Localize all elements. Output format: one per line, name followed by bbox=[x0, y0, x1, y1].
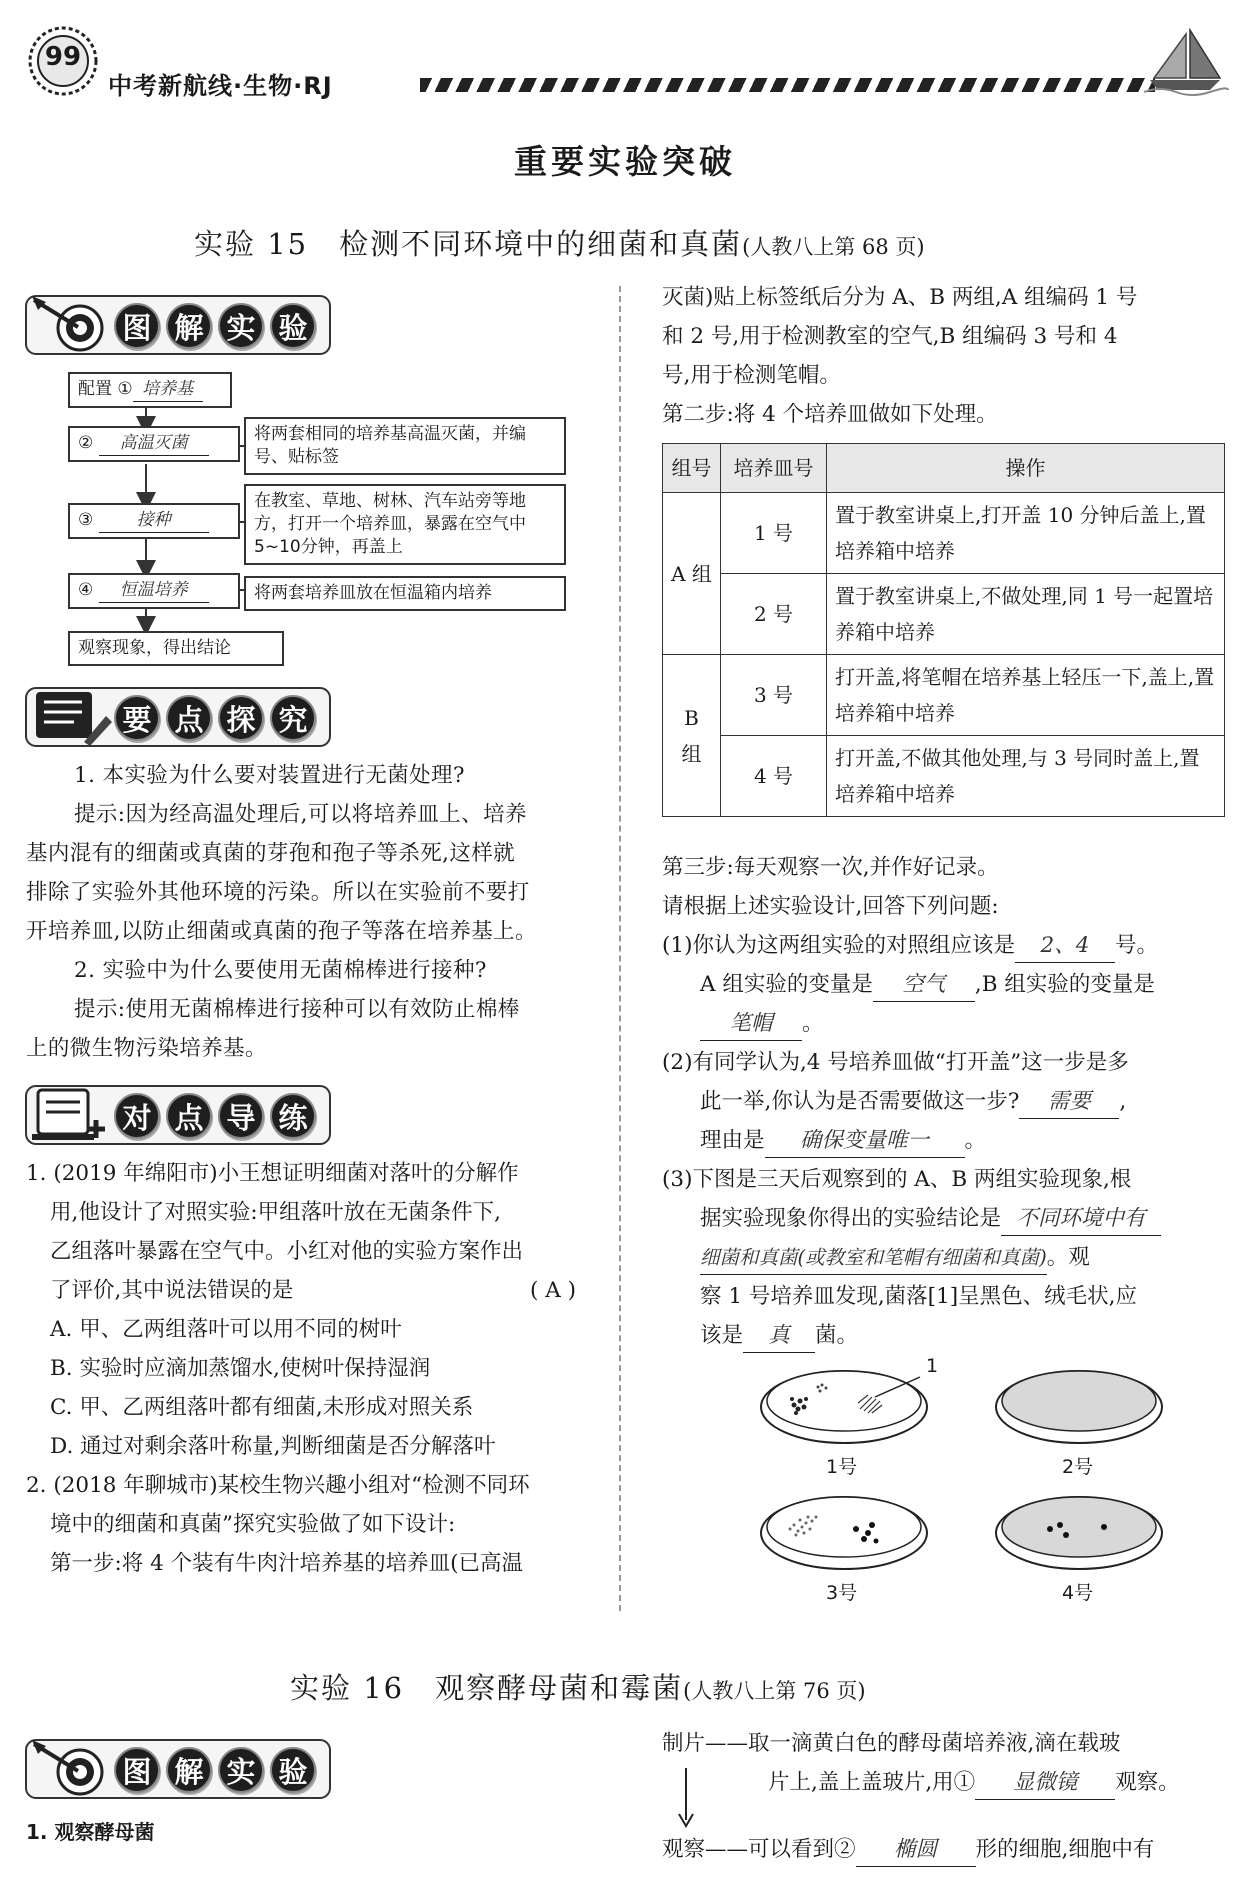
key-point-answer-2-line: 提示:使用无菌棉棒进行接种可以有效防止棉棒 bbox=[74, 997, 520, 1022]
answer-conclusion: 不同环境中有 bbox=[1001, 1203, 1161, 1236]
table-header: 操作 bbox=[827, 444, 1225, 493]
key-point-answer-1-line: 提示:因为经高温处理后,可以将培养皿上、培养 bbox=[74, 802, 527, 827]
question-text: A 组实验的变量是 bbox=[700, 972, 873, 997]
answer-microscope: 显微镜 bbox=[975, 1767, 1115, 1800]
instruction-text: 形的细胞,细胞中有 bbox=[975, 1837, 1155, 1862]
right-text-line: 灭菌)贴上标签纸后分为 A、B 两组,A 组编码 1 号 bbox=[662, 285, 1138, 310]
down-arrow-icon bbox=[676, 1768, 696, 1828]
experiment-table bbox=[662, 443, 1225, 817]
section-diagram-badge-2 bbox=[24, 1734, 334, 1804]
right-text-line: 号,用于检测笔帽。 bbox=[662, 363, 841, 388]
instruction-text: 观察。 bbox=[1115, 1770, 1180, 1795]
experiment-15-title bbox=[194, 222, 925, 263]
experiment-15-name: 实验 15 检测不同环境中的细菌和真菌 bbox=[194, 227, 743, 261]
question-text: 此一举,你认为是否需要做这一步? bbox=[700, 1089, 1020, 1114]
experiment-15-reference: (人教八上第 68 页) bbox=[742, 235, 925, 259]
column-divider bbox=[619, 286, 621, 1611]
badge-char: 究 bbox=[270, 695, 316, 741]
badge-char: 点 bbox=[166, 695, 212, 741]
question-text: 该是 bbox=[700, 1323, 744, 1348]
main-title: 重要实验突破 bbox=[514, 142, 736, 181]
petri-dish-4 bbox=[996, 1497, 1162, 1569]
dish-label: 3号 bbox=[826, 1582, 858, 1604]
make-slide-line-2 bbox=[768, 1767, 1180, 1800]
step-three-text: 第三步:每天观察一次,并作好记录。 bbox=[662, 855, 999, 880]
section-key-points-badge bbox=[24, 682, 334, 752]
flow-step-5: 观察现象，得出结论 bbox=[68, 631, 284, 666]
table-row bbox=[663, 493, 1225, 574]
table-header: 培养皿号 bbox=[721, 444, 827, 493]
make-slide-line-1: 制片——取一滴黄白色的酵母菌培养液,滴在载玻 bbox=[662, 1731, 1121, 1756]
question-text: 号。 bbox=[1114, 933, 1158, 958]
petri-dish-2 bbox=[996, 1371, 1162, 1443]
badge-char: 验 bbox=[270, 303, 316, 349]
flow-note-2: 将两套相同的培养基高温灭菌，并编号、贴标签 bbox=[244, 417, 566, 475]
key-point-answer-1-line: 基内混有的细菌或真菌的芽孢和孢子等杀死,这样就 bbox=[26, 841, 516, 866]
badge-char: 实 bbox=[218, 303, 264, 349]
practice-q1-answer: ( A ) bbox=[530, 1278, 576, 1303]
experiment-16-title bbox=[290, 1666, 866, 1707]
question-1-line-3 bbox=[700, 1008, 824, 1041]
step-two-text: 第二步:将 4 个培养皿做如下处理。 bbox=[662, 402, 998, 427]
question-text: 。 bbox=[802, 1011, 824, 1036]
question-text: 据实验现象你得出的实验结论是 bbox=[700, 1206, 1002, 1231]
question-3-line-1: (3)下图是三天后观察到的 A、B 两组实验现象,根 bbox=[662, 1167, 1132, 1192]
key-point-answer-1-line: 排除了实验外其他环境的污染。所以在实验前不要打 bbox=[26, 880, 530, 905]
petri-dish-3 bbox=[761, 1497, 927, 1569]
flow-step-4-answer: 恒温培养 bbox=[99, 579, 209, 603]
answer-oval: 椭圆 bbox=[856, 1834, 976, 1867]
experiment-16-reference: (人教八上第 76 页) bbox=[683, 1679, 866, 1703]
badge-char: 导 bbox=[218, 1093, 264, 1139]
question-3-line-4: 察 1 号培养皿发现,菌落[1]呈黑色、绒毛状,应 bbox=[700, 1284, 1137, 1309]
practice-q1-line: 乙组落叶暴露在空气中。小红对他的实验方案作出 bbox=[50, 1239, 524, 1264]
instruction-text: 观察——可以看到② bbox=[662, 1837, 856, 1862]
table-row bbox=[663, 655, 1225, 736]
book-title: 中考新航线·生物·RJ bbox=[108, 72, 333, 100]
operation-cell: 置于教室讲桌上,打开盖 10 分钟后盖上,置培养箱中培养 bbox=[827, 493, 1225, 574]
operation-cell: 置于教室讲桌上,不做处理,同 1 号一起置培养箱中培养 bbox=[827, 574, 1225, 655]
badge-char: 验 bbox=[270, 1747, 316, 1793]
question-text: , bbox=[1119, 1089, 1127, 1114]
header-divider bbox=[420, 78, 1155, 92]
group-a-cell: A 组 bbox=[663, 493, 721, 655]
group-b-cell: B 组 bbox=[663, 655, 721, 817]
badge-char: 解 bbox=[166, 1747, 212, 1793]
flow-step-1-answer: 培养基 bbox=[133, 378, 203, 402]
dish-label: 2号 bbox=[1062, 1456, 1094, 1478]
badge-char: 图 bbox=[114, 1747, 160, 1793]
answer-needed: 需要 bbox=[1019, 1086, 1119, 1119]
practice-q2-line: 第一步:将 4 个装有牛肉汁培养基的培养皿(已高温 bbox=[50, 1551, 523, 1576]
question-text: (1)你认为这两组实验的对照组应该是 bbox=[662, 933, 1015, 958]
table-row bbox=[663, 574, 1225, 655]
sub-heading-yeast: 1. 观察酵母菌 bbox=[26, 1820, 155, 1844]
dish-number-cell: 3 号 bbox=[721, 655, 827, 736]
practice-q1-option-c: C. 甲、乙两组落叶都有细菌,未形成对照关系 bbox=[50, 1395, 474, 1420]
question-2-line-2 bbox=[700, 1086, 1126, 1119]
practice-q1-option-b: B. 实验时应滴加蒸馏水,使树叶保持湿润 bbox=[50, 1356, 431, 1381]
badge-char: 实 bbox=[218, 1747, 264, 1793]
dish-number-cell: 2 号 bbox=[721, 574, 827, 655]
flow-step-3-mark: ③ bbox=[78, 510, 94, 530]
question-2-line-1: (2)有同学认为,4 号培养皿做“打开盖”这一步是多 bbox=[662, 1050, 1129, 1075]
section-diagram-badge bbox=[24, 290, 334, 360]
practice-q1-line: 了评价,其中说法错误的是 bbox=[50, 1278, 294, 1303]
dish-number-cell: 4 号 bbox=[721, 736, 827, 817]
question-3-line-5 bbox=[700, 1320, 858, 1353]
practice-q1-line: 用,他设计了对照实验:甲组落叶放在无菌条件下, bbox=[50, 1200, 501, 1225]
key-point-question-2: 2. 实验中为什么要使用无菌棉棒进行接种? bbox=[74, 958, 487, 983]
answer-variable-b: 笔帽 bbox=[700, 1008, 802, 1041]
flow-step-1 bbox=[68, 372, 232, 408]
flow-step-1-mark: ① bbox=[117, 379, 133, 399]
flow-step-3-answer: 接种 bbox=[99, 509, 209, 533]
flow-step-2 bbox=[68, 426, 240, 462]
dish-label: 4号 bbox=[1062, 1582, 1094, 1604]
answer-control-group: 2、4 bbox=[1015, 930, 1115, 963]
flow-step-3 bbox=[68, 503, 240, 539]
table-header: 组号 bbox=[663, 444, 721, 493]
right-text-line: 和 2 号,用于检测教室的空气,B 组编码 3 号和 4 bbox=[662, 324, 1118, 349]
badge-char: 解 bbox=[166, 303, 212, 349]
question-1-line-1 bbox=[662, 930, 1158, 963]
flow-step-4-mark: ④ bbox=[78, 580, 94, 600]
petri-dish-1 bbox=[761, 1371, 927, 1443]
badge-char: 练 bbox=[270, 1093, 316, 1139]
practice-q1-option-d: D. 通过对剩余落叶称量,判断细菌是否分解落叶 bbox=[50, 1434, 496, 1459]
operation-cell: 打开盖,不做其他处理,与 3 号同时盖上,置培养箱中培养 bbox=[827, 736, 1225, 817]
question-1-line-2 bbox=[700, 969, 1155, 1002]
practice-q2-line: 境中的细菌和真菌”探究实验做了如下设计: bbox=[50, 1512, 456, 1537]
question-2-line-3 bbox=[700, 1125, 986, 1158]
answer-fungus: 真 bbox=[743, 1320, 815, 1353]
instruction-text: 请根据上述实验设计,回答下列问题: bbox=[662, 894, 999, 919]
flow-step-4 bbox=[68, 573, 240, 609]
practice-q2-line: 2. (2018 年聊城市)某校生物兴趣小组对“检测不同环 bbox=[26, 1473, 530, 1498]
flow-note-3: 在教室、草地、树林、汽车站旁等地方，打开一个培养皿，暴露在空气中5~10分钟，再盖上 bbox=[244, 484, 566, 565]
key-point-answer-1-line: 开培养皿,以防止细菌或真菌的孢子等落在培养基上。 bbox=[26, 919, 537, 944]
question-text: ,B 组实验的变量是 bbox=[974, 972, 1155, 997]
dish-number-cell: 1 号 bbox=[721, 493, 827, 574]
dish-label: 1号 bbox=[826, 1456, 858, 1478]
flow-note-4: 将两套培养皿放在恒温箱内培养 bbox=[244, 576, 566, 611]
badge-char: 要 bbox=[114, 695, 160, 741]
experiment-16-name: 实验 16 观察酵母菌和霉菌 bbox=[290, 1671, 684, 1705]
flow-step-2-answer: 高温灭菌 bbox=[99, 432, 209, 456]
flow-step-1-label: 配置 bbox=[78, 379, 112, 399]
question-text: 菌。 bbox=[815, 1323, 859, 1348]
question-text: 理由是 bbox=[700, 1128, 765, 1153]
question-3-line-3 bbox=[700, 1242, 1090, 1275]
key-point-answer-2-line: 上的微生物污染培养基。 bbox=[26, 1036, 267, 1061]
sailboat-icon bbox=[1140, 28, 1230, 96]
question-text: 。 bbox=[964, 1128, 987, 1153]
key-point-question-1: 1. 本实验为什么要对装置进行无菌处理? bbox=[74, 763, 465, 788]
observe-line bbox=[662, 1834, 1154, 1867]
answer-variable-a: 空气 bbox=[873, 969, 975, 1002]
badge-char: 对 bbox=[114, 1093, 160, 1139]
badge-char: 图 bbox=[114, 303, 160, 349]
operation-cell: 打开盖,将笔帽在培养基上轻压一下,盖上,置培养箱中培养 bbox=[827, 655, 1225, 736]
practice-q1-option-a: A. 甲、乙两组落叶可以用不同的树叶 bbox=[50, 1317, 402, 1342]
question-3-line-2 bbox=[700, 1203, 1161, 1236]
petri-dish-figure bbox=[760, 1355, 1180, 1610]
badge-char: 点 bbox=[166, 1093, 212, 1139]
flow-step-2-mark: ② bbox=[78, 433, 94, 453]
table-row bbox=[663, 736, 1225, 817]
answer-reason: 确保变量唯一 bbox=[765, 1125, 965, 1158]
practice-q1-line: 1. (2019 年绵阳市)小王想证明细菌对落叶的分解作 bbox=[26, 1161, 519, 1186]
answer-conclusion-continued: 细菌和真菌(或教室和笔帽有细菌和真菌) bbox=[700, 1242, 1047, 1275]
question-text: 。观 bbox=[1046, 1245, 1090, 1270]
badge-char: 探 bbox=[218, 695, 264, 741]
instruction-text: 片上,盖上盖玻片,用① bbox=[768, 1770, 976, 1795]
section-practice-badge bbox=[24, 1080, 334, 1150]
dish-callout-label: 1 bbox=[926, 1355, 939, 1377]
page-number: 99 bbox=[44, 42, 82, 72]
